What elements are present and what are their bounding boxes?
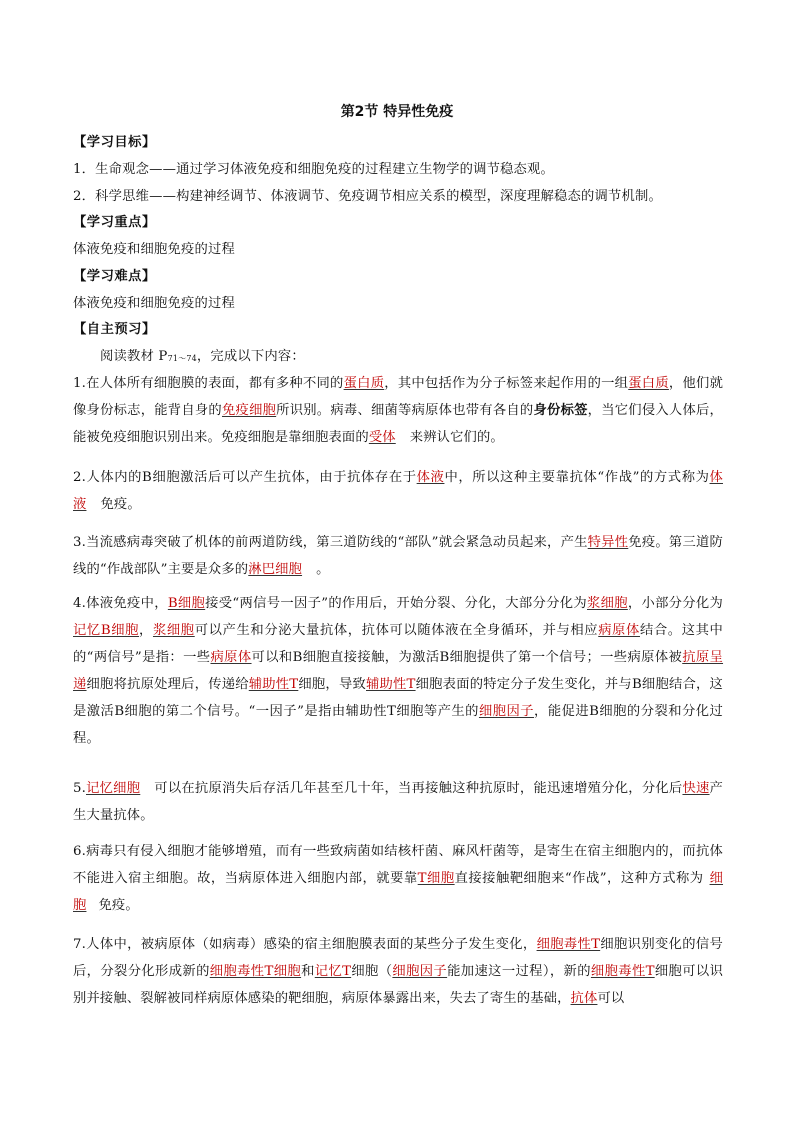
answer-blank: 体液: [416, 470, 445, 485]
answer-blank: 细胞因子: [478, 704, 535, 719]
item-2: 2.人体内的B细胞激活后可以产生抗体，由于抗体存在于体液中，所以这种主要靠抗体“作战”的方式称为体液 免疫。: [73, 470, 723, 512]
answer-blank: 细胞因子: [392, 964, 448, 979]
item-3: 3.当流感病毒突破了机体的前两道防线，第三道防线的“部队”就会紧急动员起来，产生特异性免疫。第三道防线的“作战部队”主要是众多的淋巴细胞 。: [73, 535, 723, 577]
answer-blank: 细胞: [73, 871, 724, 913]
answer-blank: 抗体: [570, 991, 598, 1006]
answer-blank: 记忆细胞: [86, 781, 141, 796]
answer-blank: 细胞毒性T: [536, 937, 601, 952]
difficulties-heading: 【学习难点】: [73, 269, 156, 284]
answer-blank: 细胞毒性T细胞: [209, 964, 302, 979]
answer-blank: 快速: [682, 781, 710, 796]
emphasis-text: 身份标签: [533, 403, 588, 418]
difficulties-text: 体液免疫和细胞免疫的过程: [73, 296, 235, 311]
goal-1: 1．生命观念——通过学习体液免疫和细胞免疫的过程建立生物学的调节稳态观。: [73, 162, 555, 177]
item-1: 1.在人体所有细胞膜的表面，都有多种不同的蛋白质，其中包括作为分子标签来起作用的一组蛋白质，他们就像身份标志，能背自身的免疫细胞所识别。病毒、细菌等病原体也带有各自的身份标签，当它们侵入人体后，能被免疫细胞识别出来。免疫细胞是靠细胞表面的受体 来辨认它们的。: [73, 376, 724, 445]
answer-blank: 浆细胞: [152, 623, 195, 638]
key-points-text: 体液免疫和细胞免疫的过程: [73, 242, 235, 257]
answer-blank: 浆细胞: [587, 596, 628, 611]
answer-blank: 体液: [73, 470, 723, 512]
answer-blank: 记忆B细胞: [73, 623, 140, 638]
answer-blank: 蛋白质: [343, 376, 385, 391]
self-preview-heading: 【自主预习】: [73, 322, 156, 337]
answer-blank: 免疫细胞: [221, 403, 277, 418]
answer-blank: 辅助性T: [248, 677, 299, 692]
item-6: 6.病毒只有侵入细胞才能够增殖，而有一些致病菌如结核杆菌、麻风杆菌等，是寄生在宿主细胞内的，而抗体不能进入宿主细胞。故，当病原体进入细胞内部，就要靠T细胞直接接触靶细胞来“作战”，这种方式称为 细胞 免疫。: [73, 844, 724, 913]
item-5: 5.记忆细胞 可以在抗原消失后存活几年甚至几十年，当再接触这种抗原时，能迅速增殖分化，分化后快速产生大量抗体。: [73, 781, 723, 823]
answer-blank: 细胞毒性T: [590, 964, 655, 979]
answer-blank: 病原体: [210, 650, 252, 665]
answer-blank: 蛋白质: [628, 376, 669, 391]
item-4: 4.体液免疫中，B细胞接受“两信号一因子”的作用后，开始分裂、分化，大部分分化为浆细胞，小部分分化为记忆B细胞，浆细胞可以产生和分泌大量抗体，抗体可以随体液在全身循环，并与相应病原体结合。这其中的“两信号”是指：一些病原体可以和B细胞直接接触，为激活B细胞提供了第一个信号；一些病原体被抗原呈递细胞将抗原处理后，传递给辅助性T细胞，导致辅助性T细胞表面的特定分子发生变化，并与B细胞结合，这是激活B细胞的第二个信号。“一因子”是指由辅助性T细胞等产生的细胞因子，能促进B细胞的分裂和分化过程。: [73, 596, 724, 746]
item-7: 7.人体中，被病原体（如病毒）感染的宿主细胞膜表面的某些分子发生变化，细胞毒性T细胞识别变化的信号后，分裂分化形成新的细胞毒性T细胞和记忆T细胞（细胞因子能加速这一过程），新的细胞毒性T细胞可以识别并接触、裂解被同样病原体感染的靶细胞，病原体暴露出来，失去了寄生的基础，抗体可以: [73, 937, 724, 1006]
answer-blank: B细胞: [167, 596, 206, 611]
page-title: 第2节 特异性免疫: [340, 104, 454, 120]
answer-blank: 受体: [368, 430, 396, 445]
learning-goals-heading: 【学习目标】: [73, 135, 156, 150]
goal-2: 2．科学思维——构建神经调节、体液调节、免疫调节相应关系的模型，深度理解稳态的调节机制。: [73, 189, 663, 204]
answer-blank: 辅助性T: [366, 677, 416, 692]
answer-blank: 淋巴细胞: [248, 562, 303, 577]
answer-blank: 特异性: [587, 535, 629, 550]
answer-blank: T细胞: [417, 871, 455, 886]
answer-blank: 记忆T: [314, 964, 352, 979]
answer-blank: 病原体: [598, 623, 640, 638]
key-points-heading: 【学习重点】: [73, 215, 156, 230]
answer-blank: 抗原呈递: [73, 650, 724, 692]
reading-instruction: 阅读教材 $P_{71\sim 74}$，完成以下内容：: [100, 349, 305, 364]
